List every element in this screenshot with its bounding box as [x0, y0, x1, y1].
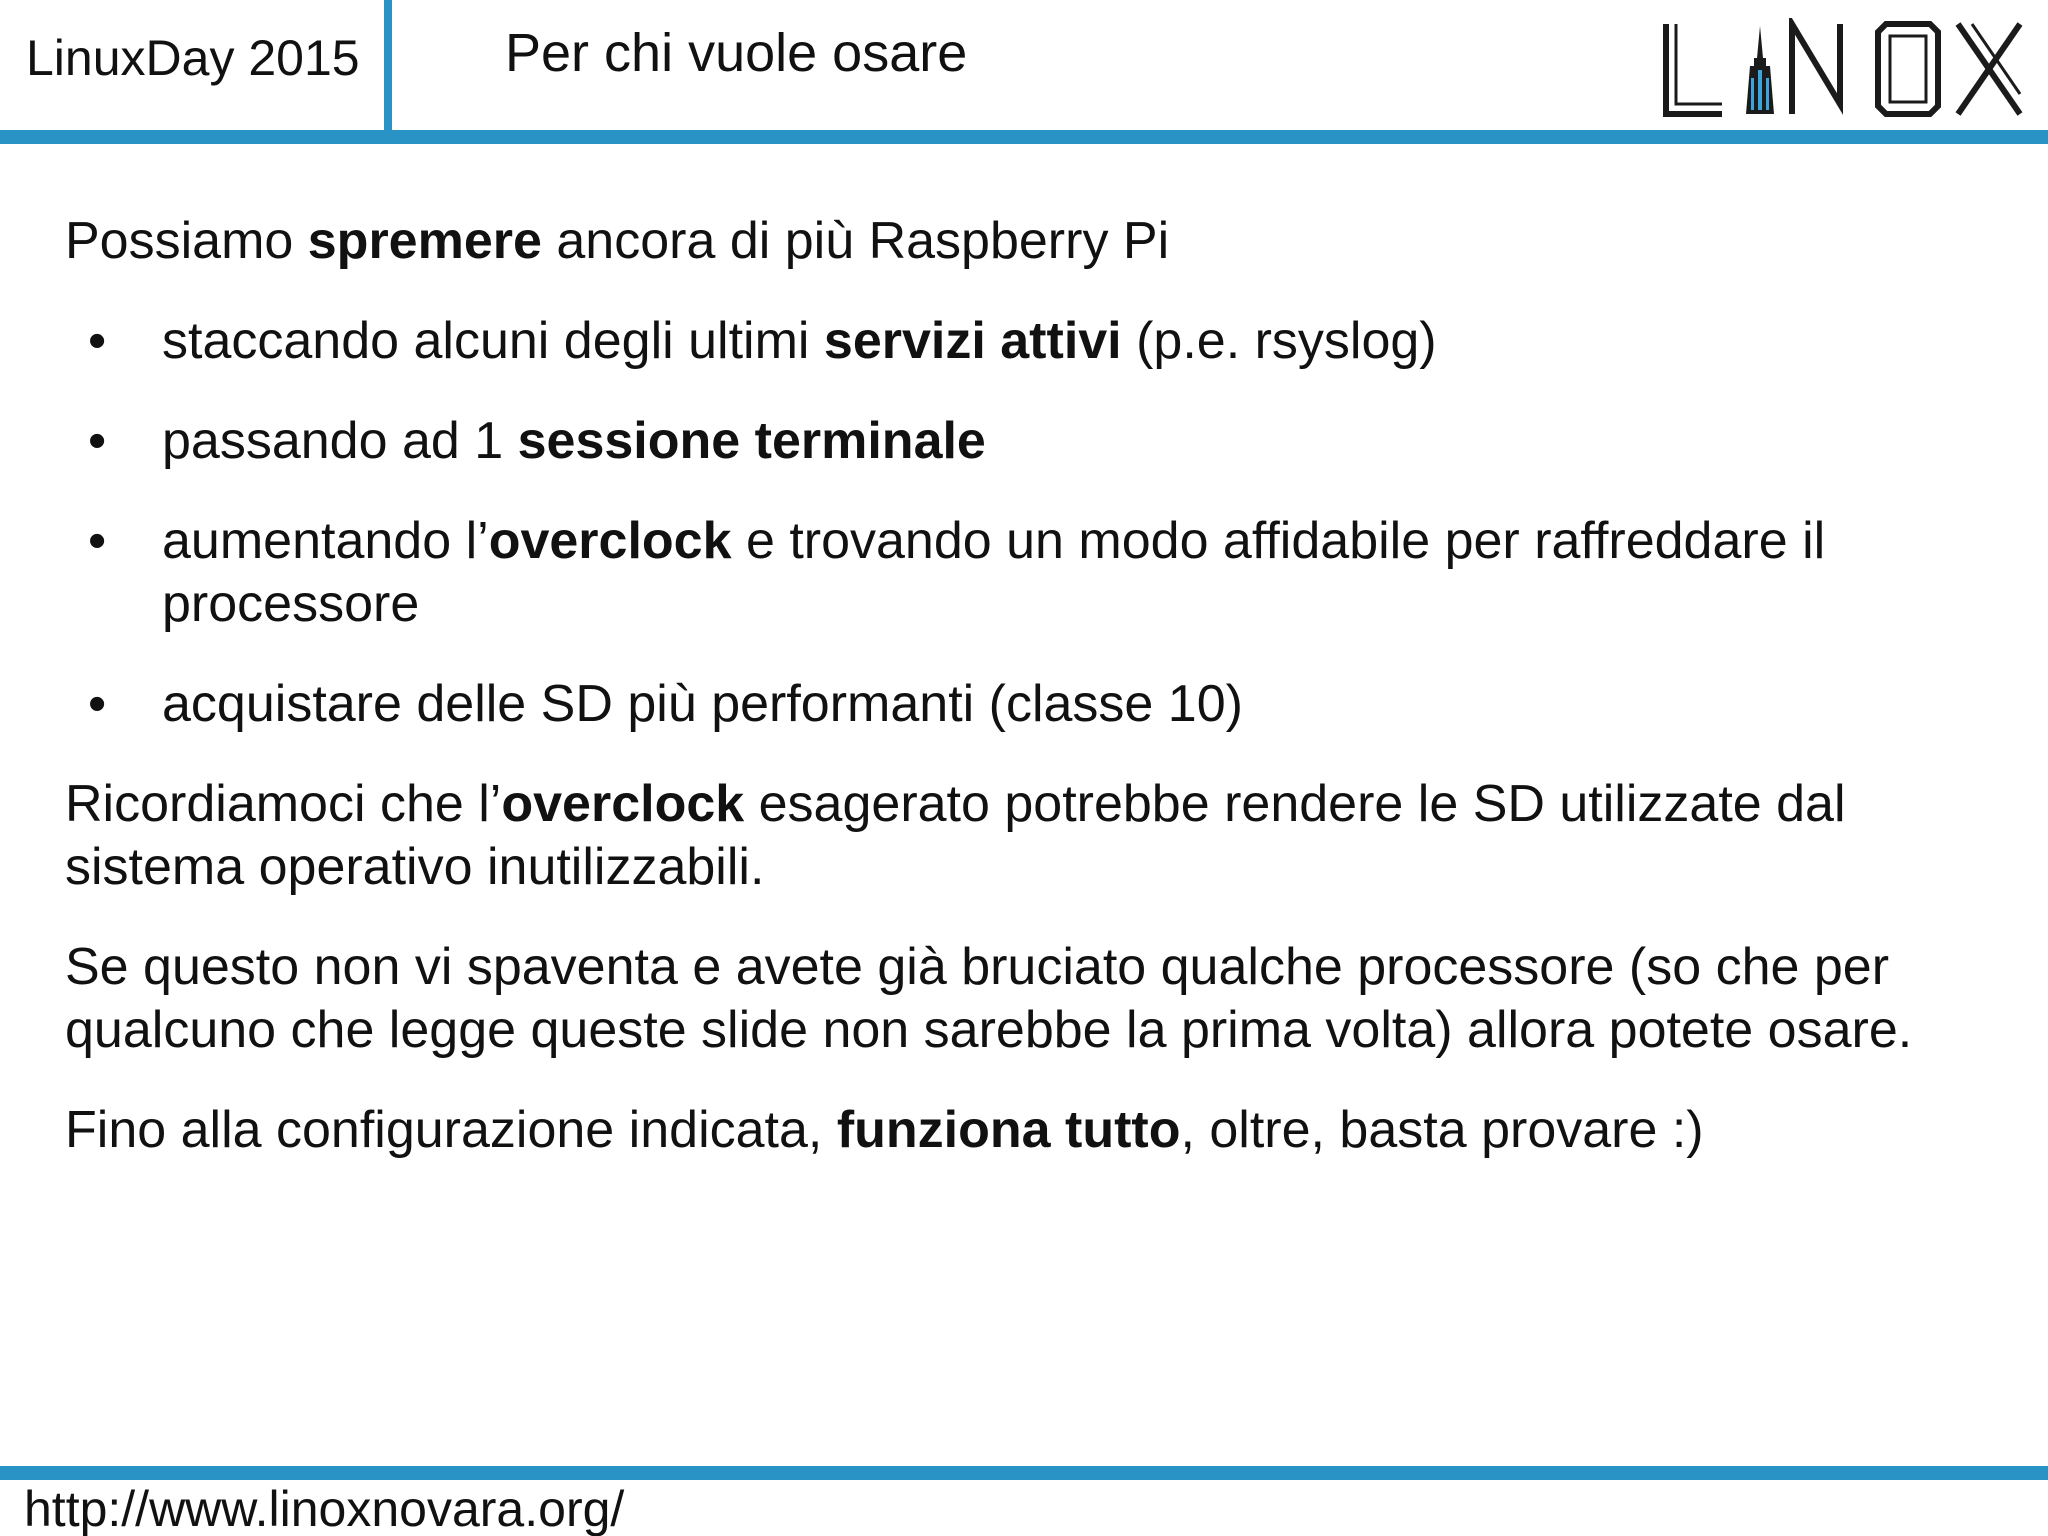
bullet-emphasis: servizi attivi [823, 312, 1122, 370]
bullet-emphasis: overclock [488, 512, 732, 570]
list-item [65, 410, 1995, 473]
bullet-icon: • [88, 312, 107, 370]
intro-emphasis: spremere [307, 212, 542, 270]
list-item [65, 310, 1995, 373]
warning-text: Ricordiamoci che l’ [65, 775, 502, 833]
header-divider [384, 0, 392, 130]
list-item [65, 673, 1995, 736]
bullet-icon: • [88, 512, 107, 570]
top-rule [0, 130, 2048, 144]
tips-list [65, 310, 1995, 736]
footer-url: http://www.linoxnovara.org/ [24, 1481, 625, 1536]
event-label: LinuxDay 2015 [26, 30, 360, 86]
bullet-text-end: e trovando un modo affidabile per raffreddare il processore [162, 512, 1826, 633]
conclusion-emphasis: funziona tutto [836, 1101, 1181, 1159]
list-item [65, 510, 1995, 636]
linox-logo [1660, 18, 2026, 122]
bullet-text: staccando alcuni degli ultimi [162, 312, 824, 370]
bullet-text-end: (p.e. rsyslog) [1121, 312, 1437, 370]
conclusion-text-end: , oltre, basta provare :) [1180, 1101, 1704, 1159]
intro-paragraph [65, 210, 1995, 273]
slide-header [0, 0, 2048, 128]
bullet-text: acquistare delle SD più performanti (classe 10) [162, 675, 1243, 733]
bullet-text: aumentando l’ [162, 512, 489, 570]
warning-emphasis: overclock [501, 775, 745, 833]
intro-text: Possiamo [65, 212, 308, 270]
slide-body [65, 210, 1995, 1199]
warning-paragraph [65, 773, 1995, 899]
intro-text-end: ancora di più Raspberry Pi [541, 212, 1170, 270]
challenge-paragraph: Se questo non vi spaventa e avete già bruciato qualche processore (so che per qualcuno che legge queste slide non sarebbe la prima volta) allora potete osare. [65, 938, 1913, 1059]
bottom-rule [0, 1466, 2048, 1480]
slide-title: Per chi vuole osare [505, 23, 968, 83]
conclusion-text: Fino alla configurazione indicata, [65, 1101, 837, 1159]
bullet-emphasis: sessione terminale [517, 412, 986, 470]
bullet-icon: • [88, 412, 107, 470]
bullet-text: passando ad 1 [162, 412, 518, 470]
bullet-icon: • [88, 675, 107, 733]
warning-text-end: esagerato potrebbe rendere le SD utilizzate dal sistema operativo inutilizzabili. [65, 775, 1846, 896]
conclusion-paragraph [65, 1099, 1995, 1162]
